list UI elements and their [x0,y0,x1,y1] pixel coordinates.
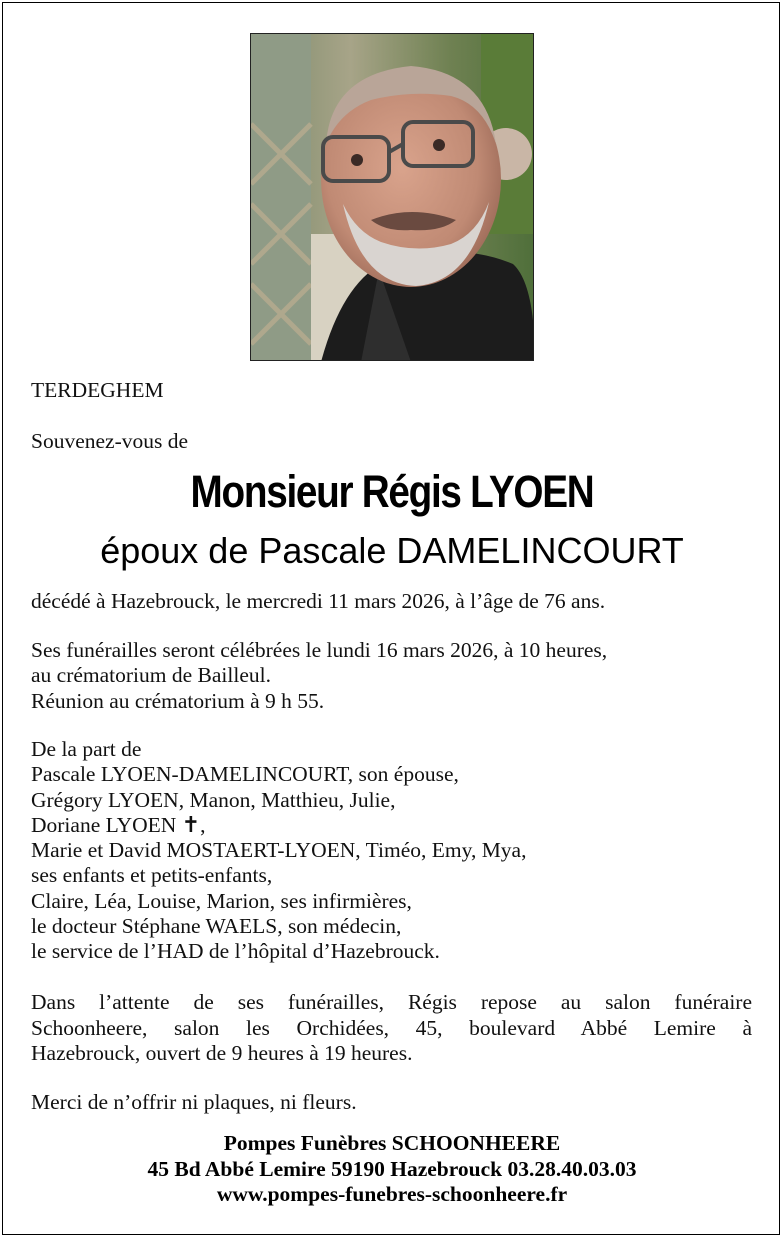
funeral-home-address: 45 Bd Abbé Lemire 59190 Hazebrouck 03.28.40.03.03 [147,1156,637,1181]
no-flowers-note: Merci de n’offrir ni plaques, ni fleurs. [31,1090,357,1114]
family-line: Pascale LYOEN-DAMELINCOURT, son épouse, [31,762,459,787]
cross-icon: ✝ [181,812,201,838]
family-header: De la part de [31,737,142,761]
family-line-suffix: , [200,812,206,837]
repose-line: Schoonheere, salon les Orchidées, 45, boulevard Abbé Lemire à [31,1015,752,1040]
funeral-line: au crématorium de Bailleul. [31,663,271,688]
family-line [31,813,526,838]
funeral-line: Ses funérailles seront célébrées le lundi 16 mars 2026, à 10 heures, [31,638,608,662]
funeral-details [31,638,607,714]
repose-line: Hazebrouck, ouvert de 9 heures à 19 heures. [31,1041,413,1065]
family-line: le service de l’HAD de l’hôpital d’Hazebrouck. [31,939,440,964]
funeral-home-footer [0,1131,784,1208]
family-line: Marie et David MOSTAERT-LYOEN, Timéo, Emy, Mya, [31,838,527,863]
repose-details [31,990,752,1067]
family-list [31,737,526,965]
family-line: Claire, Léa, Louise, Marion, ses infirmières, [31,888,412,913]
funeral-home-website: www.pompes-funebres-schoonheere.fr [216,1182,568,1206]
intro-text: Souvenez-vous de [31,429,189,453]
spouse-line: époux de Pascale DAMELINCOURT [100,530,684,571]
death-line: décédé à Hazebrouck, le mercredi 11 mars 2026, à l’âge de 76 ans. [31,589,606,613]
funeral-line: Réunion au crématorium à 9 h 55. [31,688,325,713]
family-line: le docteur Stéphane WAELS, son médecin, [31,914,402,939]
family-line: ses enfants et petits-enfants, [31,863,273,888]
deceased-name: Monsieur Régis LYOEN [190,466,594,517]
family-line-name: Doriane LYOEN [31,812,177,837]
funeral-home-name: Pompes Funèbres SCHOONHEERE [223,1131,561,1155]
location: TERDEGHEM [31,378,164,402]
family-line: Grégory LYOEN, Manon, Matthieu, Julie, [31,787,396,812]
repose-line: Dans l’attente de ses funérailles, Régis repose au salon funéraire [31,990,752,1014]
portrait-photo [250,33,534,361]
